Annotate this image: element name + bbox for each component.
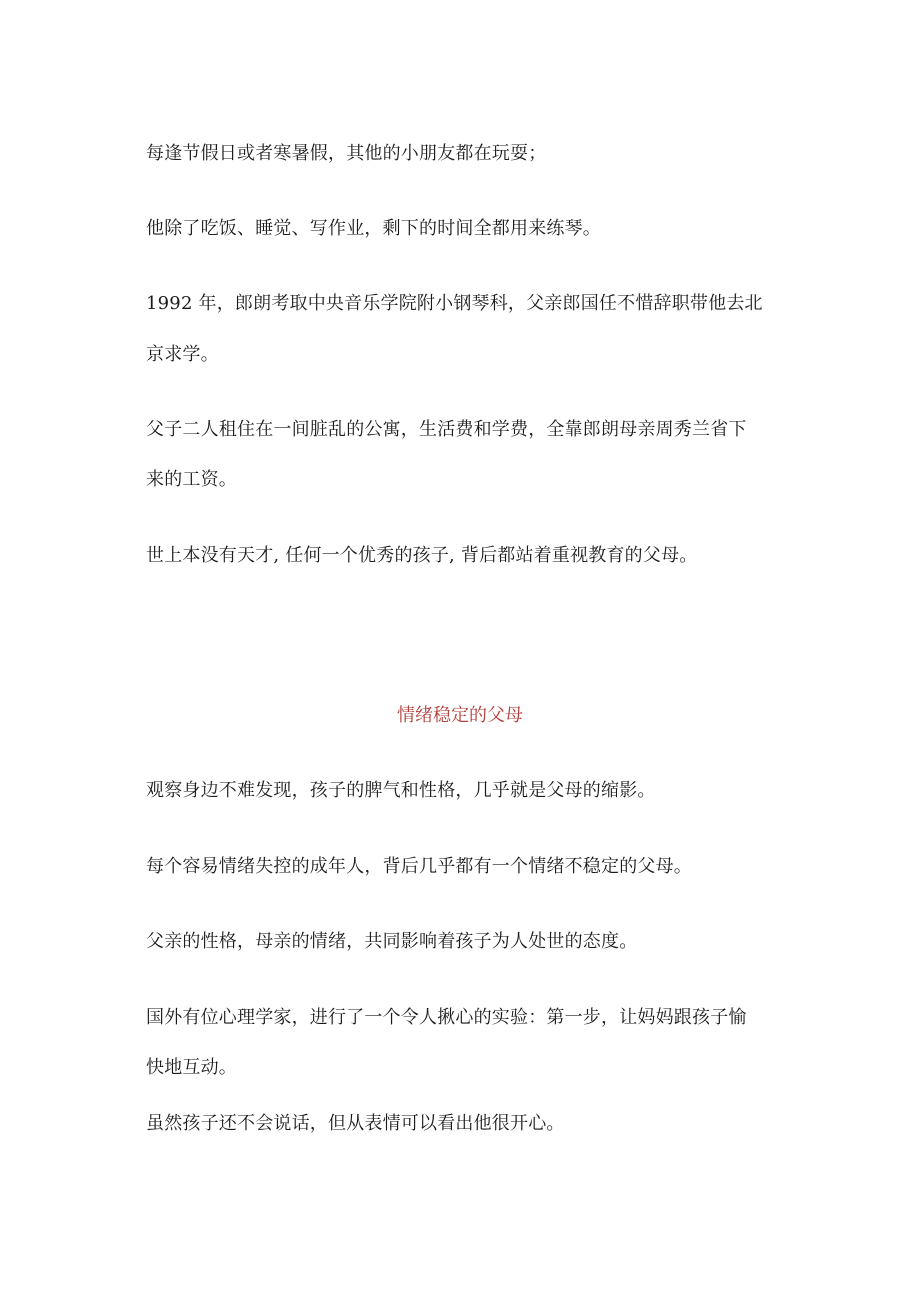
paragraph-experiment-line-1: 国外有位心理学家，进行了一个令人揪心的实验：第一步，让妈妈跟孩子愉 (146, 1007, 747, 1028)
paragraph-apartment-line-2: 来的工资。 (146, 469, 237, 490)
paragraph-character-line-1: 父亲的性格，母亲的情绪，共同影响着孩子为人处世的态度。 (146, 931, 638, 952)
paragraph-no-genius-line-1: 世上本没有天才, 任何一个优秀的孩子, 背后都站着重视教育的父母。 (146, 545, 698, 566)
paragraph-holiday-line-1: 每逢节假日或者寒暑假，其他的小朋友都在玩耍； (146, 143, 547, 164)
section-heading: 情绪稳定的父母 (397, 705, 523, 726)
paragraph-apartment-line-1: 父子二人租住在一间脏乱的公寓，生活费和学费，全靠郎朗母亲周秀兰省下 (146, 419, 747, 440)
paragraph-adult-line-1: 每个容易情绪失控的成年人，背后几乎都有一个情绪不稳定的父母。 (146, 856, 692, 877)
paragraph-happy-line-1: 虽然孩子还不会说话，但从表情可以看出他很开心。 (146, 1113, 565, 1134)
paragraph-1992-line-1: 1992 年，郎朗考取中央音乐学院附小钢琴科，父亲郎国任不惜辞职带他去北 (146, 293, 763, 314)
paragraph-practice-line-1: 他除了吃饭、睡觉、写作业，剩下的时间全都用来练琴。 (146, 218, 601, 239)
paragraph-observe-line-1: 观察身边不难发现，孩子的脾气和性格，几乎就是父母的缩影。 (146, 780, 656, 801)
paragraph-experiment-line-2: 快地互动。 (146, 1057, 237, 1078)
paragraph-1992-line-2: 京求学。 (146, 344, 219, 365)
